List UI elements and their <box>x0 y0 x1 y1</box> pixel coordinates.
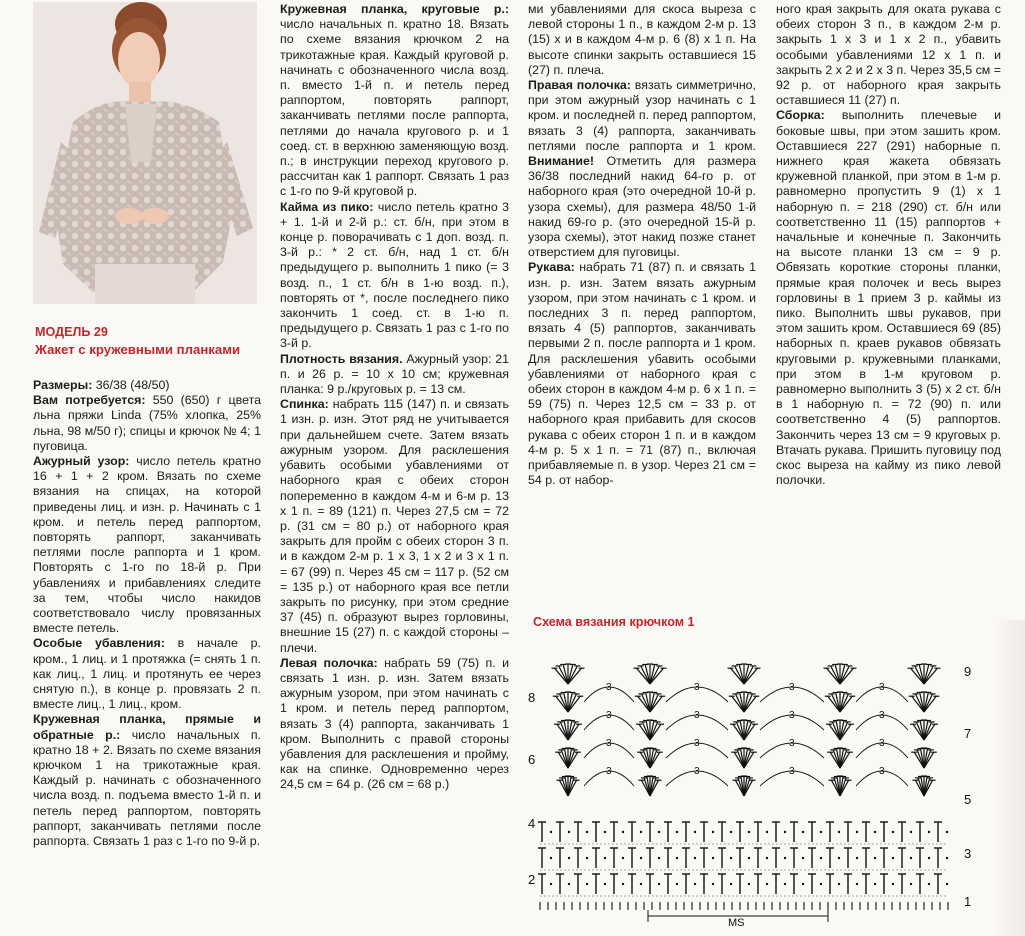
slip-stitch <box>712 831 714 833</box>
slip-stitch <box>802 883 804 885</box>
slip-stitch <box>568 883 570 885</box>
slip-stitch <box>766 831 768 833</box>
slip-stitch <box>910 883 912 885</box>
chain-count-label: 3 <box>789 682 795 693</box>
paragraph-heading: Кружевная планка, круговые р.: <box>280 2 509 16</box>
row-number-left: 2 <box>528 872 536 887</box>
slip-stitch <box>730 857 732 859</box>
paragraph-heading: Рукава: <box>528 260 575 275</box>
paragraph-heading: Вам потребуется: <box>33 393 146 408</box>
paragraph-text: число начальных п. кратно 18. Вязать по схеме вязания крючком 2 на трикотажные края. Каждый круговой р. начинать с обозначенного числа возд. п. вместо 1-й п. и петель перед раппортом, повторять раппорт, заканчивать петлями после раппорта, петлями до начала кругового р. и 1 соед. ст. в верхнюю заменяющую возд. п.; в инструкции переход кругового р. рассчитан как 1 раппорт. Связать 1 раз с 1-го по 9-й круговой р. <box>280 17 509 199</box>
chain-count-label: 3 <box>694 738 700 749</box>
paragraph <box>528 2 756 78</box>
paragraph-heading: Правая полочка: <box>528 78 631 93</box>
crochet-chart <box>528 636 990 936</box>
slip-stitch <box>892 883 894 885</box>
slip-stitch <box>874 857 876 859</box>
page-edge-shadow <box>994 620 1025 936</box>
paragraph-text: Ажурный узор: 21 п. и 26 р. = 10 x 10 см; кружевная планка: 9 р./круговых р. = 13 см. <box>280 351 509 397</box>
chart-title: Схема вязания крючком 1 <box>533 615 695 629</box>
paragraph <box>33 712 261 849</box>
paragraph <box>33 393 261 454</box>
paragraph-text: 36/38 (48/50) <box>92 378 170 392</box>
chain-count-label: 3 <box>879 766 885 777</box>
paragraph-text: Отметить для размера 36/38 последний накид 64-го р. от наборного края (это очередной 10-й р. узора схемы), для размера 48/50 1-й накид 69-го р. (это очередной 15-й р. узора схемы), этот накид позже станет отверстием для пуговицы. <box>528 154 756 260</box>
paragraph-text: набрать 71 (87) п. и связать 1 изн. р. изн. Затем вязать ажурным узором, при этом начинать с 1 кром. и последних 3 п. перед раппортом, вязать 4 (5) раппортов, заканчивать первыми 2 п. после раппорта и 1 кром. Для расклешения убавить особыми убавлениями от наборного края с обеих сторон в каждом 4-м р. 6 x 1 п. = 59 (75) п. Через 12,5 см = 33 р. от наборного края прибавить для скосов рукава с обеих сторон 1 п. и в каждом 4-м р. 5 x 1 п. = 71 (87) п., включая прибавляемые п. в узор. Через 21 см = 54 р. от набор- <box>528 260 756 488</box>
text-column-1 <box>33 378 261 849</box>
slip-stitch <box>820 857 822 859</box>
slip-stitch <box>694 857 696 859</box>
slip-stitch <box>856 831 858 833</box>
paragraph-heading: Сборка: <box>776 108 825 123</box>
slip-stitch <box>766 857 768 859</box>
slip-stitch <box>658 883 660 885</box>
slip-stitch <box>748 883 750 885</box>
slip-stitch <box>730 883 732 885</box>
row-number-right: 5 <box>964 792 972 807</box>
paragraph <box>528 78 756 260</box>
paragraph-heading: Плотность вязания. <box>280 351 403 366</box>
slip-stitch <box>784 831 786 833</box>
slip-stitch <box>694 883 696 885</box>
paragraph-heading: Левая полочка: <box>280 655 378 670</box>
slip-stitch <box>838 831 840 833</box>
text-column-4 <box>776 2 1001 489</box>
slip-stitch <box>550 883 552 885</box>
chain-count-label: 3 <box>694 682 700 693</box>
slip-stitch <box>730 831 732 833</box>
slip-stitch <box>676 883 678 885</box>
slip-stitch <box>586 883 588 885</box>
paragraph-text: число петель кратно 3 + 1. 1-й и 2-й р.: ст. б/н, при этом в конце р. поворачивать с 1 доп. возд. п. 3-й р.: * 2 ст. б/н, над 1 ст. б/н предыдущего р. выполнить 1 пико (= 3 возд. п., 1 ст. б/н в 1-ю возд. п.), повторять от *, после последнего пико закончить 1 соед. ст. в 1-ю п. предыдущего р. Связать 1 раз с 1-го по 3-й р. <box>280 199 509 351</box>
row-number-right: 7 <box>964 726 972 741</box>
slip-stitch <box>604 857 606 859</box>
paragraph <box>33 636 261 712</box>
text-column-2 <box>280 2 509 793</box>
chain-count-label: 3 <box>789 738 795 749</box>
paragraph <box>280 352 509 398</box>
slip-stitch <box>640 831 642 833</box>
slip-stitch <box>928 883 930 885</box>
slip-stitch <box>766 883 768 885</box>
paragraph-heading: Кайма из пико: <box>280 199 374 214</box>
chain-count-label: 3 <box>694 766 700 777</box>
chain-count-label: 3 <box>606 738 612 749</box>
chain-count-label: 3 <box>606 710 612 721</box>
paragraph <box>528 260 756 488</box>
slip-stitch <box>784 857 786 859</box>
slip-stitch <box>568 831 570 833</box>
slip-stitch <box>910 831 912 833</box>
slip-stitch <box>622 831 624 833</box>
slip-stitch <box>892 857 894 859</box>
paragraph-text: ми убавлениями для скоса выреза с левой стороны 1 п., в каждом 2-м р. 13 (15) x и в каждом 4-м р. 6 (8) x 1 п. На высоте спинки закрыть оставшиеся 15 (27) п. плеча. <box>528 2 756 77</box>
chain-count-label: 3 <box>789 766 795 777</box>
chain-count-label: 3 <box>879 738 885 749</box>
chain-count-label: 3 <box>879 710 885 721</box>
paragraph-heading: Внимание! <box>528 154 595 169</box>
paragraph <box>280 397 509 655</box>
paragraph-text: число петель кратно 16 + 1 + 2 кром. Вязать по схеме вязания на спицах, на которой приведены лиц. и изн. р. Начинать с 1 кром. и петель перед раппортом, повторять раппорт, заканчивать петлями после раппорта и 1 кром. Повторять с 1-го по 18-й р. При убавлениях и прибавлениях следите за тем, чтобы число накидов соответствовало числу провязанных вместе петель. <box>33 454 262 636</box>
slip-stitch <box>550 831 552 833</box>
slip-stitch <box>586 857 588 859</box>
slip-stitch <box>748 857 750 859</box>
paragraph <box>33 454 261 636</box>
slip-stitch <box>910 857 912 859</box>
paragraph-heading: Особые убавления: <box>33 636 165 651</box>
slip-stitch <box>712 883 714 885</box>
paragraph-heading: Спинка: <box>280 397 329 412</box>
slip-stitch <box>802 857 804 859</box>
slip-stitch <box>892 831 894 833</box>
paragraph-text: ного края закрыть для оката рукава с обеих сторон 3 п., в каждом 2-м р. закрыть 1 x 3 и 1 x 2 п., убавить особыми убавлениями 12 x 1 п. и закрыть 2 x 2 и 2 x 3 п. Через 35,5 см = 92 р. от наборного края закрыть оставшиеся 11 (27) п. <box>776 2 1001 108</box>
slip-stitch <box>586 831 588 833</box>
paragraph <box>280 656 509 793</box>
model-number: МОДЕЛЬ 29 <box>35 325 108 339</box>
slip-stitch <box>568 857 570 859</box>
paragraph <box>280 200 509 352</box>
slip-stitch <box>622 857 624 859</box>
paragraph-text: число начальных п. кратно 18 + 2. Вязать по схеме вязания крючком 1 на трикотажные края. Каждый р. начинать с обозначенного числа возд. п. подъема вместо 1-й п. и петель перед раппортом, повторять раппорт, заканчивать петлями после раппорта. Связать 1 раз с 1-го по 9-й р. <box>33 727 261 849</box>
slip-stitch <box>820 883 822 885</box>
slip-stitch <box>946 831 948 833</box>
row-number-right: 3 <box>964 846 972 861</box>
paragraph <box>776 108 1001 488</box>
slip-stitch <box>658 831 660 833</box>
repeat-label: MS <box>728 917 745 929</box>
text-column-3 <box>528 2 756 489</box>
slip-stitch <box>820 831 822 833</box>
chain-count-label: 3 <box>694 710 700 721</box>
paragraph-text: в начале р. кром., 1 лиц. и 1 протяжка (= снять 1 п. как лиц., 1 лиц. и протянуть ее через снятую п.), в конце р. провязать 2 п. вместе лиц., 1 лиц., кром. <box>33 636 261 712</box>
paragraph-text: выполнить плечевые и боковые швы, при этом зашить кром. Оставшиеся 227 (291) наборные п. нижнего края жакета обвязать кружевной планкой, при этом в 1-м р. равномерно пропустить 9 (1) x 1 наборную п. = 218 (290) ст. б/н или соответственно 11 (15) раппортов + начальные и конечные п. Закончить на высоте планки 13 см = 9 р. Обвязать короткие стороны планки, прямые края полочек и весь вырез горловины в 1 прием 3 р. каймы из пико. Выполнить швы рукавов, при этом зашить кром. Оставшиеся 69 (85) наборных п. краев рукавов обвязать круговыми р. кружевными планками, при этом в 1-м круговом р. равномерно выполнить 3 (5) x 2 ст. б/н в 1 наборную п. = 72 (90) п. или соответственно 4 (5) раппортов. Закончить через 13 см = 9 круговых р. Втачать рукава. Пришить пуговицу под скос выреза на кайму из пико левой полочки. <box>776 108 1001 488</box>
slip-stitch <box>946 857 948 859</box>
chain-count-label: 3 <box>789 710 795 721</box>
paragraph-text: набрать 115 (147) п. и связать 1 изн. р. изн. Этот ряд не учитывается при дальнейшем счете. Затем вязать ажурным узором. Для расклешения убавить особыми убавлениями от наборного края с обеих сторон попеременно в каждом 4-м и 6-м р. 13 x 1 п. = 89 (121) п. Через 27,5 см = 72 р. (31 см = 80 р.) от наборного края закрыть для пройм с обеих сторон 3 п. и в каждом 2-м р. 1 x 3, 1 x 2 и 3 x 1 п. = 67 (99) п. Через 45 см = 117 р. (52 см = 135 р.) от наборного края все петли закрыть по рисунку, при этом средние 37 (45) п. образуют вырез горловины, внешние 15 (27) п. с каждой стороны – плечи. <box>280 397 509 655</box>
slip-stitch <box>604 831 606 833</box>
row-number-left: 8 <box>528 690 536 705</box>
paragraph <box>280 2 509 200</box>
slip-stitch <box>694 831 696 833</box>
slip-stitch <box>874 831 876 833</box>
paragraph <box>776 2 1001 108</box>
model-photo-illustration <box>33 2 257 304</box>
slip-stitch <box>802 831 804 833</box>
chain-count-label: 3 <box>879 682 885 693</box>
chain-count-label: 3 <box>606 682 612 693</box>
paragraph <box>33 378 261 393</box>
row-number-right: 1 <box>964 894 972 909</box>
slip-stitch <box>838 857 840 859</box>
model-title: Жакет с кружевными планками <box>35 342 241 357</box>
row-number-left: 4 <box>528 816 536 831</box>
slip-stitch <box>946 883 948 885</box>
slip-stitch <box>658 857 660 859</box>
slip-stitch <box>928 831 930 833</box>
chain-count-label: 3 <box>606 766 612 777</box>
slip-stitch <box>784 883 786 885</box>
slip-stitch <box>604 883 606 885</box>
slip-stitch <box>856 883 858 885</box>
slip-stitch <box>748 831 750 833</box>
paragraph-heading: Ажурный узор: <box>33 454 130 469</box>
row-number-right: 9 <box>964 664 972 679</box>
slip-stitch <box>640 883 642 885</box>
model-photo <box>33 2 257 304</box>
slip-stitch <box>640 857 642 859</box>
row-number-left: 6 <box>528 752 536 767</box>
slip-stitch <box>874 883 876 885</box>
slip-stitch <box>928 857 930 859</box>
paragraph-text: вязать симметрично, при этом ажурный узор начинать с 1 кром. и последней п. перед раппортом, вязать 3 (4) раппорта, заканчивать петлями после раппорта и 1 кром. <box>528 78 756 153</box>
slip-stitch <box>550 857 552 859</box>
paragraph-heading: Кружевная планка, прямые и обратные р.: <box>33 712 261 742</box>
slip-stitch <box>676 857 678 859</box>
slip-stitch <box>622 883 624 885</box>
paragraph-heading: Размеры: <box>33 378 93 392</box>
paragraph-text: 550 (650) г цвета льна пряжи Linda (75% хлопка, 25% льна, 98 м/50 г); спицы и крючок № 4; 1 пуговица. <box>33 393 262 453</box>
slip-stitch <box>676 831 678 833</box>
slip-stitch <box>838 883 840 885</box>
slip-stitch <box>712 857 714 859</box>
slip-stitch <box>856 857 858 859</box>
paragraph-text: набрать 59 (75) п. и связать 1 изн. р. изн. Затем вязать ажурным узором, при этом начинать с 1 кром. и петель перед раппортом, вязать 3 (4) раппорта, заканчивать 1 кром. Выполнить с правой стороны убавления для расклешения и пройму, как на спинке. Одновременно через 24,5 см = 64 р. (26 см = 68 р.) <box>280 655 510 792</box>
